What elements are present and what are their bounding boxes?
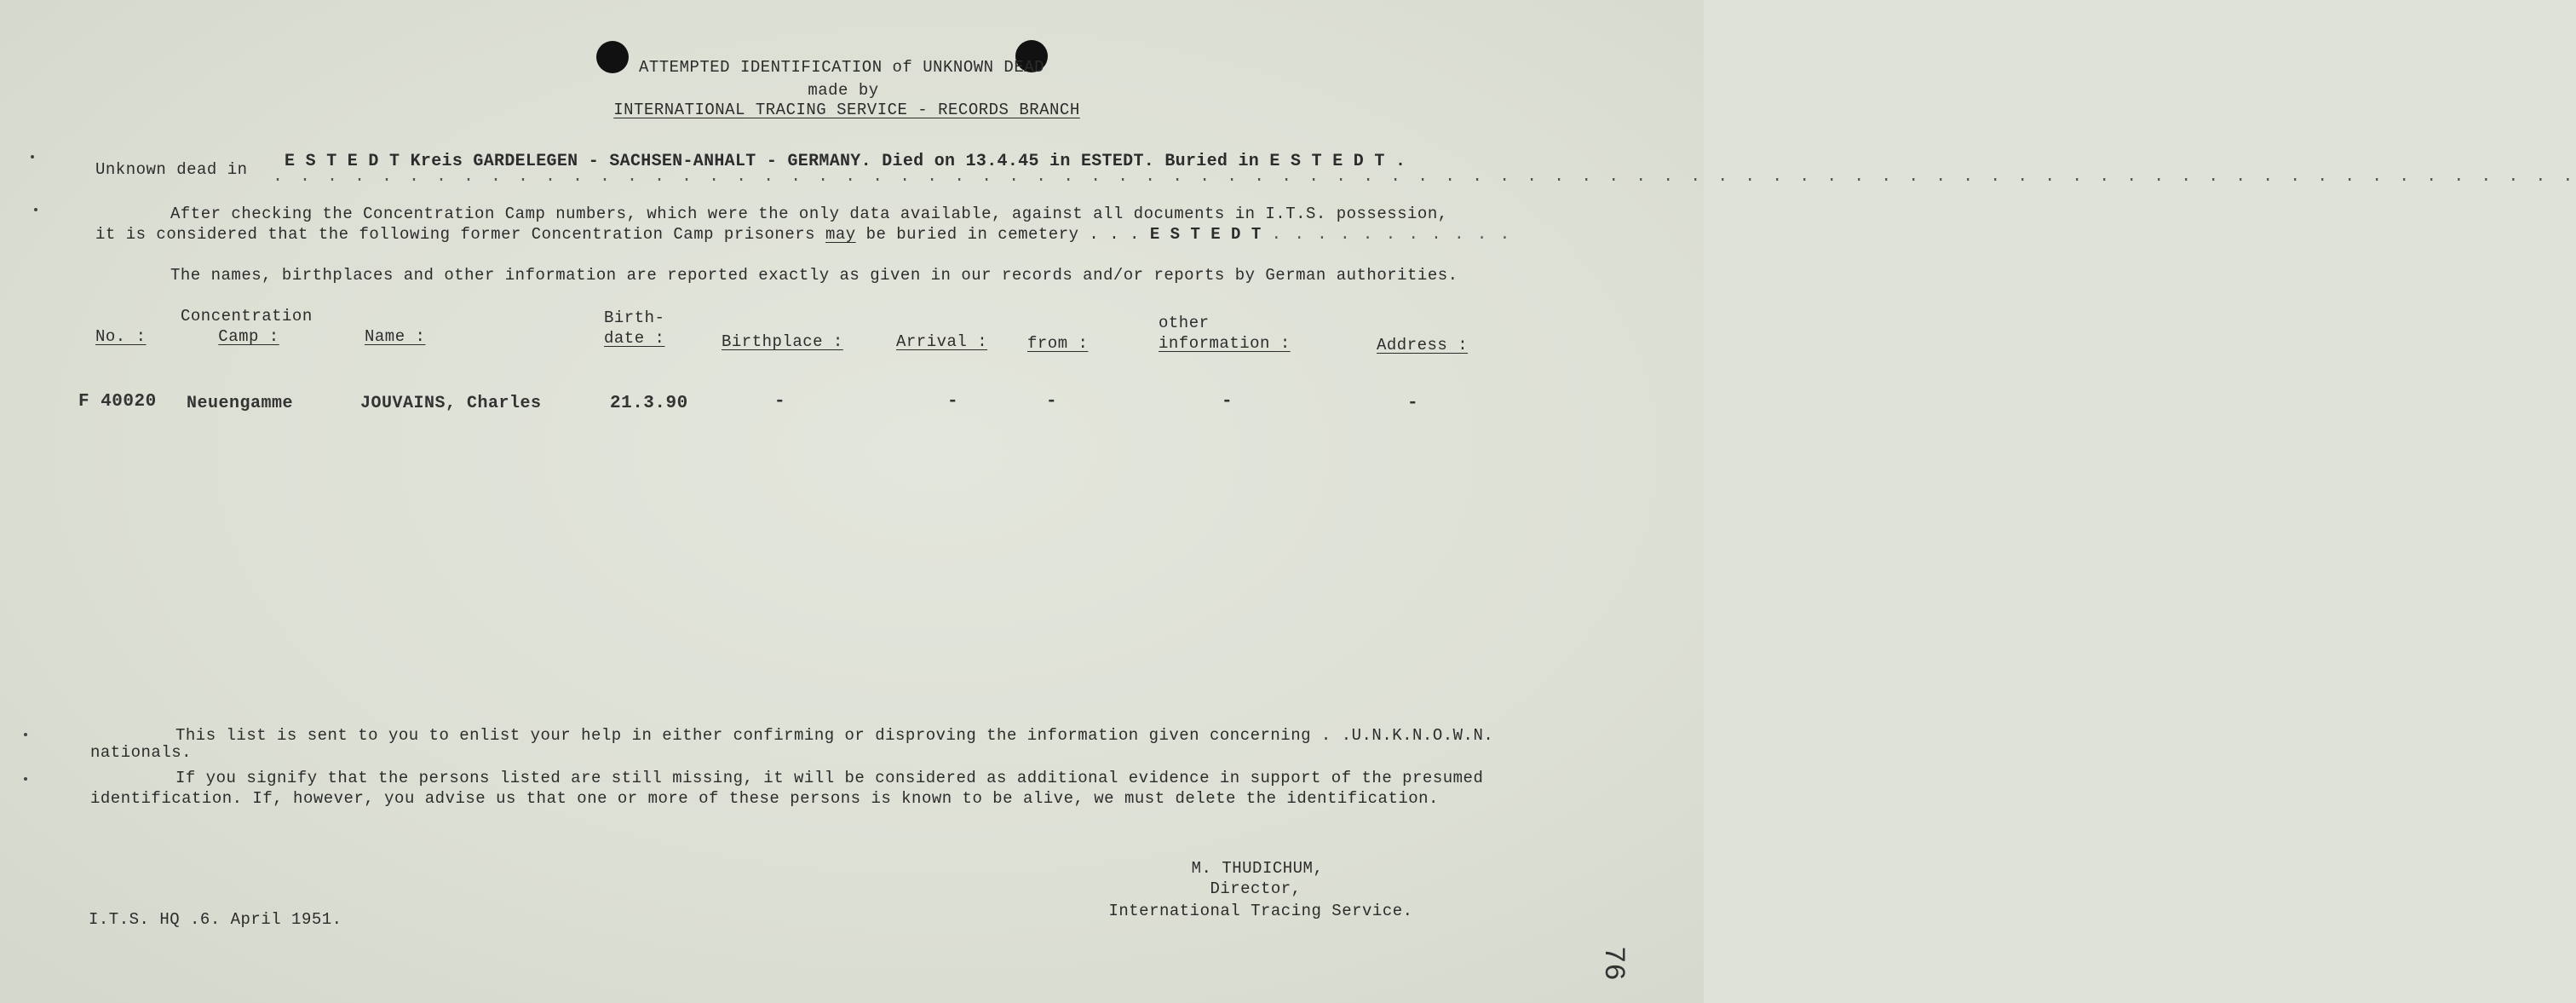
row-address: - bbox=[1407, 394, 1419, 413]
document-title: ATTEMPTED IDENTIFICATION of UNKNOWN DEAD bbox=[638, 58, 1045, 77]
signify-line-1: If you signify that the persons listed are still missing, it will be considered as additional evidence in support of the presumed bbox=[175, 769, 1484, 787]
signer-org: International Tracing Service. bbox=[1108, 902, 1413, 920]
header-other-top: other bbox=[1159, 314, 1210, 332]
location-line: E S T E D T Kreis GARDELEGEN - SACHSEN-ANHALT - GERMANY. Died on 13.4.45 in ESTEDT. Buried in E S T E D T . bbox=[285, 152, 1406, 171]
names-line: The names, birthplaces and other information are reported exactly as given in our records and/or reports by German authorities. bbox=[170, 266, 1458, 285]
margin-mark bbox=[31, 155, 34, 159]
row-other: - bbox=[1222, 392, 1233, 412]
header-birthplace: Birthplace : bbox=[722, 332, 843, 351]
header-no: No. : bbox=[95, 327, 147, 346]
signer-title: Director, bbox=[1210, 879, 1302, 898]
document-org: INTERNATIONAL TRACING SERVICE - RECORDS BRANCH bbox=[613, 101, 1080, 119]
header-name: Name : bbox=[365, 327, 426, 346]
check-line-2 bbox=[95, 225, 1511, 244]
header-camp-top: Concentration bbox=[181, 307, 313, 326]
header-birthdate: date : bbox=[604, 329, 665, 348]
row-birthdate: 21.3.90 bbox=[610, 394, 688, 413]
row-arrival: - bbox=[947, 392, 959, 412]
header-arrival: Arrival : bbox=[896, 332, 988, 351]
check-line-2-may: may bbox=[825, 225, 856, 244]
margin-mark bbox=[24, 777, 27, 781]
header-address: Address : bbox=[1377, 336, 1469, 355]
row-camp: Neuengamme bbox=[187, 394, 294, 413]
row-no: F 40020 bbox=[78, 392, 157, 412]
row-birthplace: - bbox=[774, 392, 786, 412]
check-line-2-suffix: be buried in cemetery . . . bbox=[865, 225, 1140, 244]
header-from: from : bbox=[1027, 334, 1089, 353]
document-subtitle: made by bbox=[808, 81, 879, 100]
row-from: - bbox=[1046, 392, 1058, 412]
list-line-1: This list is sent to you to enlist your help in either confirming or disproving the information given concerning . .U.N.K.N.O.W.N. bbox=[175, 726, 1494, 745]
header-birthdate-top: Birth- bbox=[604, 308, 665, 327]
margin-mark bbox=[24, 733, 27, 736]
unknown-dead-label: Unknown dead in bbox=[95, 160, 248, 179]
signify-line-2: identification. If, however, you advise us that one or more of these persons is known to be alive, we must delete the identification. bbox=[90, 789, 1439, 808]
list-line-2: nationals. bbox=[90, 743, 193, 762]
dotted-leader-2: . . . . . . . . . . . bbox=[1271, 225, 1512, 244]
check-line-1: After checking the Concentration Camp numbers, which were the only data available, against all documents in I.T.S. possession, bbox=[170, 205, 1448, 223]
header-camp: Camp : bbox=[218, 327, 279, 346]
margin-mark bbox=[34, 208, 37, 211]
punch-hole-left bbox=[596, 41, 629, 73]
page-number: 76 bbox=[1596, 946, 1629, 981]
header-other: information : bbox=[1159, 334, 1291, 353]
dotted-leader: . . . . . . . . . . . . . . . . . . . . . . . . . . . . . . . . . . . . . . . . . . . . . . . . . . . . . . . . . . . . . . . . . . . . . . . . . . . . . . . . . . . . . bbox=[273, 167, 2576, 187]
check-line-2-prefix: it is considered that the following former Concentration Camp prisoners bbox=[95, 225, 816, 244]
signer-name: M. THUDICHUM, bbox=[1191, 859, 1324, 878]
row-name: JOUVAINS, Charles bbox=[360, 394, 542, 413]
place-date: I.T.S. HQ .6. April 1951. bbox=[89, 910, 342, 929]
cemetery-name: E S T E D T bbox=[1149, 225, 1262, 244]
